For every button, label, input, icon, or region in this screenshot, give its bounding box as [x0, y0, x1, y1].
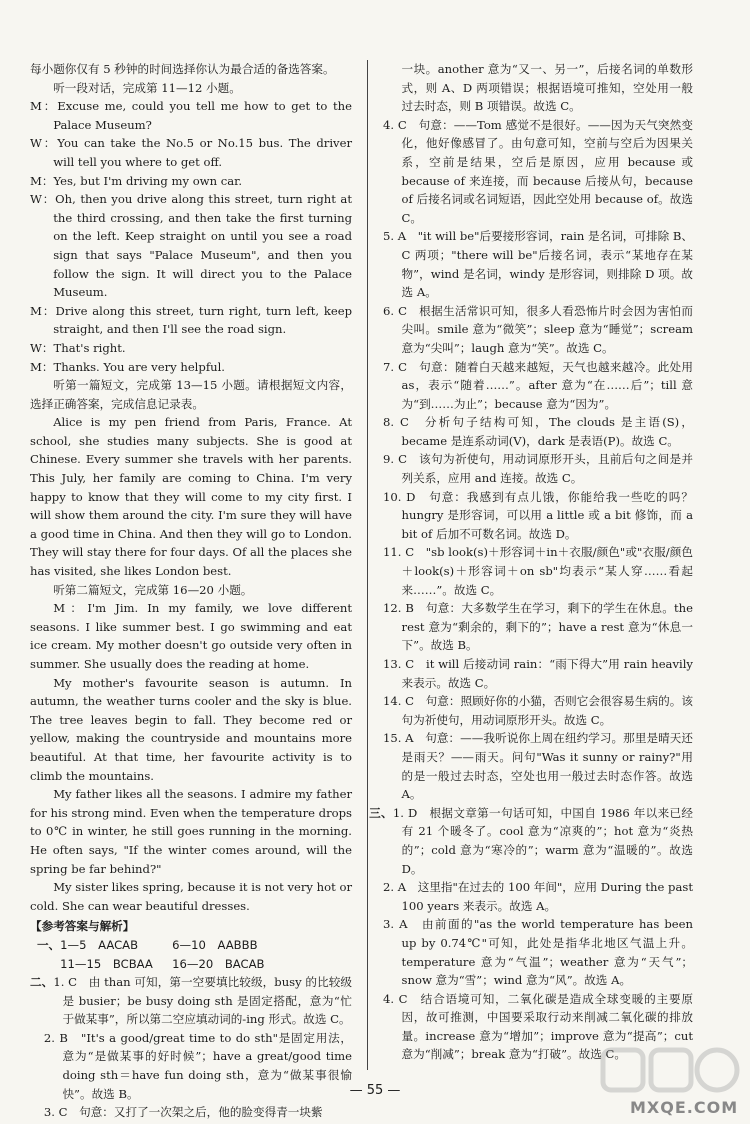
answer-key: 11—15 BCBAA: [60, 956, 153, 971]
right-column: [369, 60, 693, 1064]
dialog-line: W：You can take the No.5 or No.15 bus. The driver will tell you where to get off.: [30, 136, 352, 169]
section-three-item: [369, 804, 693, 878]
watermark-text: MXQE.COM: [630, 1098, 739, 1117]
answer-explanation: 11. C "sb look(s)＋形容词＋in＋衣服/颜色"或"衣服/颜色＋look(s)＋形容词＋on sb"均表示“某人穿……看起来……”。故选 C。: [383, 545, 693, 597]
answer-explanation: 5. A "it will be"后要接形容词，rain 是名词，可排除 B、C 两项；"there will be"后接名词，表示“某地存在某物”，wind 是名词，windy 是形容词，则排除 D 项。故选 A。: [383, 229, 693, 300]
answer-explanation: 1. D 根据文章第一句话可知，中国自 1986 年以来已经有 21 个暖冬了。cool 意为“凉爽的”；hot 意为“炎热的”；cold 意为“寒冷的”；warm 意为“温暖的”。故选 D。: [392, 805, 693, 876]
answer-explanation: 14. C 句意：照顾好你的小猫，否则它会很容易生病的。该句为祈使句，用动词原形开头。故选 C。: [383, 694, 693, 727]
section-one-label: 一、: [36, 937, 61, 952]
passage2-title: 听第二篇短文，完成第 16—20 小题。: [53, 582, 253, 597]
answer-explanation: 1. C 由 than 可知，第一空要填比较级，busy 的比较级是 busier；be busy doing sth 是固定搭配，意为“忙于做某事”，所以第二空应填动词的-ing 形式。故选 C。: [53, 975, 352, 1027]
dialog-line: M：Drive along this street, turn right, turn left, keep straight, and then I'll see the road sign.: [30, 303, 352, 337]
answer-explanation: 15. A 句意：——我听说你上周在纽约学习。那里是晴天还是雨天？——雨天。问句"Was it sunny or rainy?"用的是一般过去时态，空处也用一般过去时态作答。故选 A。: [383, 731, 693, 802]
answer-key: 1—5 AACAB: [60, 937, 139, 952]
page-number: — 55 —: [349, 1083, 401, 1098]
dialog-line: W：Oh, then you drive along this street, turn right at the third crossing, and then take the first turning on the left. Keep straight on until you see a road sign that says "Palace Museum", and then you follow the sign. It will direct you to the Palace Museum.: [30, 192, 352, 300]
dialog-line: M：Excuse me, could you tell me how to get to the Palace Museum?: [30, 99, 352, 132]
dialog-line: M：Thanks. You are very helpful.: [30, 359, 225, 374]
answer-explanation: 9. C 该句为祈使句，用动词原形开头，且前后句之间是并列关系，应用 and 连接。故选 C。: [383, 452, 693, 486]
dialog-line: W：That's right.: [30, 340, 126, 355]
answer-explanation: 2. B "It's a good/great time to do sth"是固定用法，意为“是做某事的好时候”；have a great/good time doing sth＝have fun doing sth，意为“做某事很愉快”。故选 B。: [43, 1030, 352, 1101]
answer-explanation: 7. C 句意：随着白天越来越短，天气也越来越冷。此处用 as，表示“随着……”。after 意为“在……后”；till 意为“到……为止”；because 意为“因为”。: [383, 359, 693, 411]
answer-explanation: 2. A 这里指"在过去的 100 年间"，应用 During the past 100 years 来表示。故选 A。: [383, 880, 693, 913]
answer-explanation: 3. A 由前面的"as the world temperature has been up by 0.74℃"可知，此处是指华北地区气温上升。temperature 意为“气温”；weather 意为“天气”；snow 意为“雪”；wind 意为“风”。故选 A。: [383, 917, 693, 988]
section-two-label: 二、: [30, 975, 54, 990]
passage2-paragraph: M：I'm Jim. In my family, we love different seasons. I like summer best. I go swimming and eat ice cream. My mother doesn't go outside very often in summer. She usually does the reading at home.: [30, 601, 352, 671]
passage1-text: Alice is my pen friend from Paris, France. At school, she studies many subjects. She is good at Chinese. Every summer she travels with her parents. This July, her family are coming to China. I'm very happy to know that they will come to my city first. I will show them around the city. I'm sure they will have a good time in China. And then they will go to London. They will stay there for four days. Of all the places she has visited, she likes London best.: [30, 415, 353, 579]
dialog: [30, 97, 352, 376]
answer-explanation: 12. B 句意：大多数学生在学习，剩下的学生在休息。the rest 意为“剩余的，剩下的”；have a rest 意为“休息一下”。故选 B。: [383, 601, 693, 653]
left-column: [30, 60, 352, 1122]
dialog-line: M：Yes, but I'm driving my own car.: [30, 173, 243, 188]
passage2-paragraph: My father likes all the seasons. I admire my father for his strong mind. Even when the temperature drops to 0℃ in winter, he still goes running in the morning. He often says, "If the winter comes around, will the spring be far behind?": [30, 787, 352, 876]
passage2-paragraph: My mother's favourite season is autumn. In autumn, the weather turns cooler and the sky is blue. The tree leaves begin to fall. They become red or yellow, making the countryside and mountains more beautiful. At that time, her favourite activity is to climb the mountains.: [30, 675, 352, 783]
section-three-label: 三、: [369, 805, 393, 820]
dialog-title: 听一段对话，完成第 11—12 小题。: [53, 80, 241, 95]
intro-text: 每小题你仅有 5 秒钟的时间选择你认为最合适的备选答案。: [30, 62, 335, 76]
answer-keys-row: [30, 955, 352, 974]
answer-key: 6—10 AABBB: [172, 937, 258, 952]
answer-explanation: 13. C it will 后接动词 rain：“雨下得大”用 rain heavily 来表示。故选 C。: [383, 657, 693, 690]
answer-explanation: 8. C 分析句子结构可知，The clouds 是主语(S)，became 是连系动词(V)，dark 是表语(P)。故选 C。: [383, 415, 693, 448]
answer-explanation: 4. C 结合语境可知，二氧化碳是造成全球变暖的主要原因，故可推测，中国要采取行动来削减二氧化碳的排放量。increase 意为“增加”；improve 意为“提高”；cut 意为“削减”；break 意为“打破”。故选 C。: [383, 991, 693, 1062]
column-divider: [367, 60, 368, 1070]
passage2-paragraph: My sister likes spring, because it is not very hot or cold. She can wear beautiful dresses.: [30, 880, 352, 913]
answer-continuation: 一块。another 意为“又一、另一”，后接名词的单数形式，则 A、D 两项错误；根据语境可推知，空处用一般过去时态，则 B 项错误。故选 C。: [401, 62, 693, 114]
section-two-item: [30, 973, 352, 1029]
answer-key: 16—20 BACAB: [172, 956, 265, 971]
answer-explanation: 3. C 句意：又打了一次架之后，他的脸变得青一块紫: [43, 1105, 323, 1120]
answer-explanation: 10. D 句意：我感到有点儿饿，你能给我一些吃的吗？hungry 是形容词，可以用 a little 或 a bit 修饰，而 a bit of 后加不可数名词。故选 D。: [383, 489, 693, 541]
answer-explanation: 6. C 根据生活常识可知，很多人看恐怖片时会因为害怕而尖叫。smile 意为“微笑”；sleep 意为“睡觉”；scream 意为“尖叫”；laugh 意为“笑”。故选 C。: [383, 303, 693, 355]
passage1-title: 听第一篇短文，完成第 13—15 小题。请根据短文内容，选择正确答案，完成信息记录表。: [30, 378, 352, 411]
answer-keys-row: [30, 936, 352, 955]
answer-explanation: 4. C 句意：——Tom 感觉不是很好。——因为天气突然变化，他好像感冒了。由句意可知，空前与空后为因果关系，空前是结果，空后是原因，应用 because 或 because of 来连接，而 because 后接从句，because of 后接名词或名词短语，因此空处用 because of。故选 C。: [383, 117, 693, 225]
reference-heading: 【参考答案与解析】: [30, 919, 135, 934]
